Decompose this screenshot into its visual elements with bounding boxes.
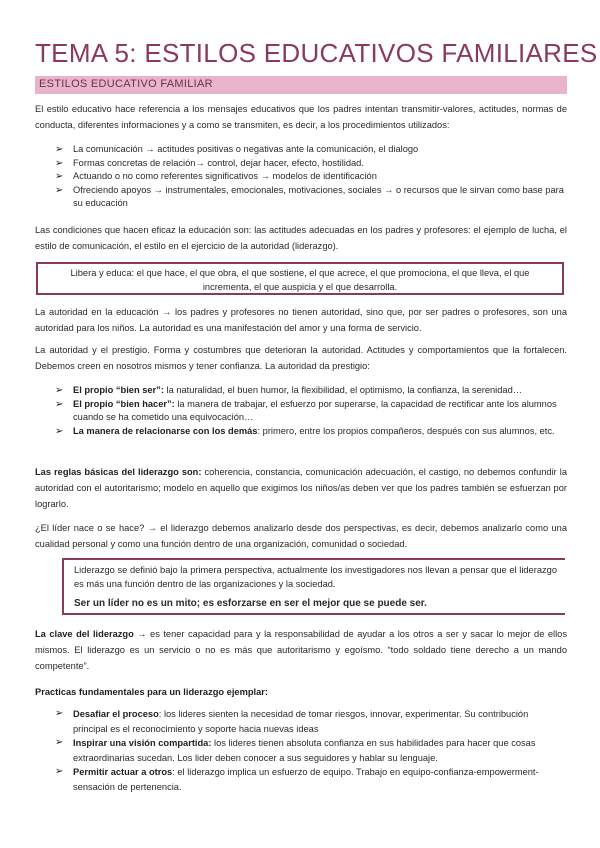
- list-item: ➢ La comunicación → actitudes positivas o negativas ante la comunicación, el dialogo: [55, 144, 419, 155]
- intro-paragraph: El estilo educativo hace referencia a los mensajes educativos que los padres intentan transmitir-valores, actitudes, normas de conducta, diferentes informaciones y a como se transmiten, es decir, a los procedimientos utilizados:: [35, 104, 567, 130]
- rules-paragraph: Las reglas básicas del liderazgo son: coherencia, constancia, comunicación adecuación, el castigo, no debemos confundir la autoridad con el autoritarismo; modelo en aquello que exigimos los niños/as deben ver que los padres también se esfuerzan por lograrlo.: [35, 467, 567, 509]
- authority-paragraph: La autoridad en la educación → los padres y profesores no tienen autoridad, sino que, por ser padres o profesores, son una autoridad para los niños. La autoridad es una manifestación del amor y una forma de servicio.: [35, 307, 567, 333]
- practices-heading: Practicas fundamentales para un liderazgo ejemplar:: [35, 687, 269, 697]
- page-title: TEMA 5: ESTILOS EDUCATIVOS FAMILIARES: [35, 38, 598, 68]
- arrow-bullet-icon: ➢: [55, 425, 64, 437]
- key-paragraph: La clave del liderazgo → es tener capacidad para y la responsabilidad de ayudar a los otros a ser y sacar lo mejor de ellos mismos. El liderazgo es un servicio o no es más que autoritarismo y egoísmo. “todo soldado tiene derecho a un mando competente”.: [35, 629, 567, 671]
- section-heading-bar: [35, 76, 567, 94]
- list-item: ➢ Permitir actuar a otros: el liderazgo implica un esfuerzo de equipo. Trabajo en equipo-confianza-empowerment-sensación de pertenencia.: [55, 766, 539, 792]
- arrow-bullet-icon: ➢: [55, 385, 64, 396]
- list-item: ➢ Desafiar el proceso: los lideres sienten la necesidad de tomar riesgos, innovar, experimentar. Su contribución principal es el reconocimiento y soporte hacia nuevas ideas: [55, 708, 529, 734]
- arrow-bullet-icon: ➢: [55, 766, 64, 777]
- list-item: ➢ La manera de relacionarse con los demás: primero, entre los propios compañeros, después con sus alumnos, etc.: [55, 425, 555, 437]
- list-item: ➢ Ofreciendo apoyos → instrumentales, emocionales, motivaciones, sociales → o recursos que le sirvan como base para su educación: [55, 184, 564, 208]
- arrow-bullet-icon: ➢: [55, 398, 64, 410]
- prestige-paragraph: La autoridad y el prestigio. Forma y costumbres que deterioran la autoridad. Actitudes y comportamientos que la fortalecen. Debemos creen en nosotros mismos y tener confianza. La autoridad da prestigio:: [35, 345, 567, 371]
- procedures-list: [55, 143, 565, 211]
- quote-box: Libera y educa: el que hace, el que obra, el que sostiene, el que acrece, el que promociona, el que lleva, el que incrementa, el que auspicia y el que desarrolla.: [36, 262, 564, 295]
- list-item: ➢ Formas concretas de relación→ control, dejar hacer, efecto, hostilidad.: [55, 157, 364, 169]
- arrow-bullet-icon: ➢: [55, 737, 64, 748]
- practices-list: [55, 707, 565, 794]
- section-heading: ESTILOS EDUCATIVO FAMILIAR: [39, 78, 213, 90]
- leader-box-text: Liderazgo se definió bajo la primera perspectiva, actualmente los investigadores nos llevan a pensar que el liderazgo es más una función dentro de las organizaciones y la sociedad.: [74, 565, 557, 589]
- prestige-list: [55, 384, 565, 438]
- arrow-bullet-icon: ➢: [55, 184, 64, 196]
- list-item: ➢ El propio “bien hacer”: la manera de trabajar, el esfuerzo por superarse, la capacidad de rectificar ante los alumnos cuando se ha cometido una equivocación…: [55, 398, 557, 422]
- list-item: ➢ Inspirar una visión compartida: los lideres tienen absoluta confianza en sus habilidades para hacer que cosas extraordinarias sucedan. Los lider deben conocer a sus seguidores y hablar su lenguaje.: [55, 737, 536, 763]
- list-item: ➢ Actuando o no como referentes significativos → modelos de identificación: [55, 171, 377, 182]
- leader-box: [62, 558, 565, 615]
- list-item: ➢ El propio “bien ser”: la naturalidad, el buen humor, la flexibilidad, el optimismo, la confianza, la serenidad…: [55, 385, 523, 396]
- arrow-bullet-icon: ➢: [55, 708, 64, 719]
- conditions-paragraph: Las condiciones que hacen eficaz la educación son: las actitudes adecuadas en los padres y profesores: el ejemplo de lucha, el estilo de comunicación, el estilo en el ejercicio de la autoridad (liderazgo).: [35, 225, 567, 251]
- arrow-bullet-icon: ➢: [55, 157, 64, 169]
- leader-box-strong: Ser un líder no es un mito; es esforzarse en ser el mejor que se puede ser.: [74, 598, 427, 609]
- arrow-bullet-icon: ➢: [55, 144, 64, 155]
- leader-question-paragraph: ¿El líder nace o se hace? → el liderazgo debemos analizarlo desde dos perspectivas, es decir, debemos analizarlo como una cualidad personal y como una función dentro de una organización, comunidad o sociedad.: [35, 523, 567, 549]
- arrow-bullet-icon: ➢: [55, 171, 64, 182]
